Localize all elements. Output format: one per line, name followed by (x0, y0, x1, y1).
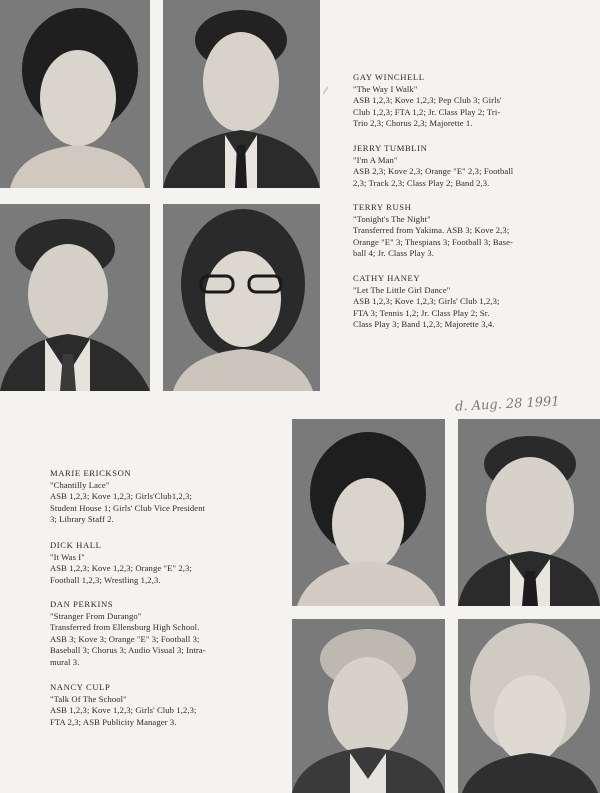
student-name: GAY WINCHELL (353, 72, 425, 82)
activity-line: ASB 1,2,3; Kove 1,2,3; Pep Club 3; Girls' (353, 95, 502, 106)
student-quote: "Stranger From Durango" (50, 610, 142, 621)
student-name: JERRY TUMBLIN (353, 143, 428, 153)
bio-nancy-culp (50, 682, 197, 728)
activity-line: ASB 1,2,3; Kove 1,2,3; Girls' Club 1,2,3; (50, 705, 197, 716)
activity-line: ASB 2,3; Kove 2,3; Orange "E" 2,3; Football (353, 166, 514, 177)
portrait-photo-gay-winchell (0, 0, 150, 188)
bio-cathy-haney (353, 273, 500, 331)
activity-line: Transferred from Yakima. ASB 3; Kove 2,3; (353, 225, 510, 236)
student-quote: "The Way I Walk" (353, 83, 418, 94)
activity-line: Baseball 3; Chorus 3; Audio Visual 3; Intra- (50, 645, 206, 656)
student-quote: "I'm A Man" (353, 154, 398, 165)
activity-line: FTA 3; Tennis 1,2; Jr. Class Play 2; Sr. (353, 307, 490, 318)
activity-line: Club 1,2,3; FTA 1,2; Jr. Class Play 2; Tri- (353, 106, 501, 117)
faint-signature: ~ (316, 81, 336, 100)
activity-line: Football 1,2,3; Wrestling 1,2,3. (50, 574, 161, 585)
student-name: TERRY RUSH (353, 202, 412, 212)
activity-line: Orange "E" 3; Thespians 3; Football 3; Base- (353, 236, 513, 247)
bio-gay-winchell (353, 72, 502, 130)
activity-line: FTA 2,3; ASB Publicity Manager 3. (50, 716, 177, 727)
portrait-photo-marie-erickson (292, 419, 445, 606)
activity-line: 2,3; Track 2,3; Class Play 2; Band 2,3. (353, 177, 490, 188)
student-quote: "Talk Of The School" (50, 693, 127, 704)
portrait-photo-terry-rush (0, 204, 150, 391)
activity-line: ASB 1,2,3; Kove 1,2,3; Girls' Club 1,2,3; (353, 296, 500, 307)
student-quote: "Chantilly Lace" (50, 479, 110, 490)
portrait-photo-nancy-culp (458, 619, 600, 793)
student-name: DICK HALL (50, 540, 102, 550)
student-name: CATHY HANEY (353, 273, 421, 283)
bio-dan-perkins (50, 599, 206, 669)
bio-jerry-tumblin (353, 143, 513, 189)
portrait-photo-dan-perkins (292, 619, 445, 793)
bio-terry-rush (353, 202, 513, 260)
student-quote: "Tonight's The Night" (353, 213, 431, 224)
portrait-photo-dick-hall (458, 419, 600, 606)
student-quote: "It Was I" (50, 551, 85, 562)
student-name: NANCY CULP (50, 682, 111, 692)
activity-line: Transferred from Ellensburg High School. (50, 622, 200, 633)
student-quote: "Let The Little Girl Dance" (353, 284, 451, 295)
bio-dick-hall (50, 540, 192, 586)
activity-line: Class Play 3; Band 1,2,3; Majorette 3,4. (353, 319, 495, 330)
activity-line: ASB 1,2,3; Kove 1,2,3; Orange "E" 2,3; (50, 563, 192, 574)
activity-line: ASB 3; Kove 3; Orange "E" 3; Football 3; (50, 633, 200, 644)
activity-line: mural 3. (50, 656, 80, 667)
activity-line: ball 4; Jr. Class Play 3. (353, 248, 435, 259)
activity-line: Student House 1; Girls' Club Vice President (50, 502, 206, 513)
handwritten-date-note: d. Aug. 28 1991 (454, 394, 561, 415)
activity-line: ASB 1,2,3; Kove 1,2,3; Girls'Club1,2,3; (50, 491, 192, 502)
activity-line: 3; Library Staff 2. (50, 514, 114, 525)
portrait-photo-cathy-haney (163, 204, 320, 391)
activity-line: Trio 2,3; Chorus 2,3; Majorette 1. (353, 118, 473, 129)
student-name: DAN PERKINS (50, 599, 114, 609)
bio-marie-erickson (50, 468, 205, 526)
student-name: MARIE ERICKSON (50, 468, 132, 478)
portrait-photo-jerry-tumblin (163, 0, 320, 188)
